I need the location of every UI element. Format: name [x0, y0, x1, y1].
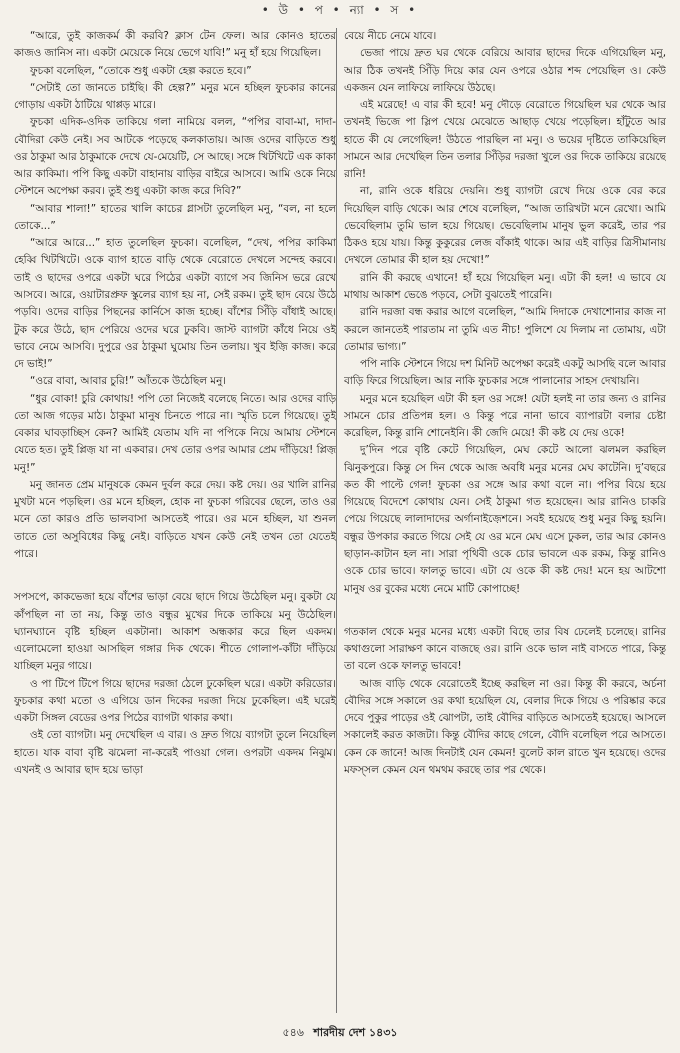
left-column	[14, 28, 336, 1017]
page-footer	[0, 1024, 680, 1043]
magazine-title: শারদীয় দেশ ১৪৩১	[313, 1026, 398, 1039]
paragraph: “ধুর বোকা! চুরি কোথায়! পপি তো নিজেই বলেছে নিতে। আর ওদের বাড়ি তো আজ গড়ের মাঠ। ঠাকুমা মানুষ চিনতে পারে না। স্মৃতি চলে গিয়েছে। তুই বেকার ঘাবড়াচ্ছিস কেন? আমিই যেতাম যদি না পপিকে নিয়ে আমায় স্টেশনে যেতে হত। তুই প্লিজ় যা না একবার। দেখ তোর ওপর আমার প্রেম দাঁড়িয়ে! প্লিজ় মনু!”	[14, 392, 336, 474]
paragraph: ওই তো ব্যাগটা। মনু দেখেছিল এ বার। ও দ্রুত গিয়ে ব্যাগটা তুলে নিয়েছিল হাতে। যাক বাবা বৃষ্টি ঝমেলা না-করেই পাওয়া গেল। ওপরটা একদম নিঝুম। এখনই ও আবার ছাদ হয়ে ভাড়া	[14, 729, 336, 776]
paragraph: ভেজা পায়ে দ্রুত ঘর থেকে বেরিয়ে আবার ছাদের দিকে এগিয়েছিল মনু, আর ঠিক তখনই সিঁড়ি দিয়ে কার যেন ওপরে ওঠার শব্দ পেয়েছিল ও। কেউ একজন যেন লাফিয়ে লাফিয়ে উঠছে।	[344, 47, 666, 94]
paragraph: আজ বাড়ি থেকে বেরোতেই ইচ্ছে করছিল না ওর। কিন্তু কী করবে, অর্চনা বৌদির সঙ্গে সকালে ওর কথা হয়েছিল যে, বেলার দিকে গিয়ে ও পরিষ্কার করে দেবে পুকুর পাড়ের ওই ঝোপটা, তাই বৌদির বাড়িতে আসতেই হয়েছে। আসলে সকালেই করত কাজটা। কিন্তু বৌদির কাছে গেলে, বৌদি বলেছিল পরে আসতে। কেন কে জানে! আজ দিনটাই যেন কেমন! বুলেট কাল রাতে খুন হয়েছে। ওদের মফস্সল কেমন যেন থমথম করছে তার পর থেকে।	[344, 677, 666, 776]
paragraph: সপসপে, কাকভেজা হয়ে বাঁশের ভাড়া বেয়ে ছাদে গিয়ে উঠেছিল মনু। বুকটা যে কাঁপছিল না তা নয়, কিন্তু তাও বন্ধুর মুখের দিকে তাকিয়ে মনু উঠেছিল। ঘ্যানঘ্যানে বৃষ্টি হচ্ছিল একটানা। আকাশ অন্ধকার করে ছিল একদম। এলোমেলো হাওয়া আসছিল গঙ্গার দিক থেকে। শীতে গোলাপ-কাঁটা দাঁড়িয়ে যাচ্ছিল মনুর গায়ে।	[14, 591, 336, 673]
paragraph: দু’দিন পরে বৃষ্টি কেটে গিয়েছিল, মেঘ কেটে আলো ঝলমল করছিল ঝিনুকপুরে। কিন্তু সে দিন থেকে আজ অবধি মনুর মনের মেঘ কাটেনি। দু’বছরে কত কী পাল্টে গেল! ফুচকা ওর সঙ্গে আর কথা বলে না। পপির বিয়ে হয়ে গিয়েছে বিদেশে কোথায় যেন। সেই ঠাকুমা গত হয়েছেন। আর রানিও চাকরি পেয়ে গিয়েছে লালাদাদের অর্গানাইজ়েশনে। সবই হয়েছে শুধু মনুর কিছু হয়নি। বন্ধুর উপকার করতে গিয়ে সেই যে ওর মনে মেঘ এসে ঢুকল, তার আর কোনও ছাড়ান-কাটান হল না। সারা পৃথিবী ওকে চোর ভাবলে এক রকম, কিন্তু রানিও ওকে চোর ভাবে। ফালতু ভাবে। এটা যে ওকে কী কষ্ট দেয়! মনে হয় আটশো মানুষ ওর বুকের মধ্যে নেমে মাটি কোপাচ্ছে!	[344, 444, 666, 595]
paragraph: মনুর মনে হয়েছিল এটা কী হল ওর সঙ্গে! যেটা হলই না তার জন্য ও রানির সামনে চোর প্রতিপন্ন হল। ও কিন্তু পরে নানা ভাবে ব্যাপারটা বলার চেষ্টা করেছিল, কিন্তু রানি শোনেইনি। কী জেদি মেয়ে! কী কষ্ট যে দেয় ওকে!	[344, 392, 666, 440]
paragraph: “আবার শালা!” হাতের খালি কাচের গ্লাসটা তুলেছিল মনু, “বল, না হলে তোকে...”	[14, 202, 336, 232]
paragraph: ফুচকা বলেছিল, “তোকে শুধু একটা হেল্প করতে হবে।”	[30, 64, 252, 77]
paragraph: রানি দরজা বন্ধ করার আগে বলেছিল, “আমি দিদাকে দেখাশোনার কাজ না করলে জানতেই পারতাম না তুমি এত নীচ! পুলিশে যে দিলাম না তোমায়, এটা তোমার ভাগ্য।”	[344, 306, 666, 353]
paragraph: “ওরে বাবা, আবার চুরি!” আঁতকে উঠেছিল মনু।	[30, 375, 226, 388]
section-break	[344, 598, 666, 624]
paragraph: মনু জানত প্রেম মানুষকে কেমন দুর্বল করে দেয়। কষ্ট দেয়। ওর খালি রানির মুখটা মনে পড়ছিল। ওর মনে হচ্ছিল, হোক না ফুচকা গরিবের ছেলে, তাও ওর মনে তো কারও প্রতি ভালবাসা আসতেই পারে। ওর মনে হচ্ছিল, যা শুনল তাতে তো অসুবিধের কিছু নেই। বাড়িতে যখন কেউ নেই তখন তো যেতেই পারে।	[14, 478, 336, 560]
paragraph: “সেটাই তো জানতে চাইছি। কী হেল্প?” মনুর মনে হচ্ছিল ফুচকার কানের গোড়ায় একটা ঠাটিয়ে থাপ্পড় মারে।	[14, 81, 336, 112]
right-column	[344, 28, 666, 1017]
paragraph: “আরে আরে...” হাত তুলেছিল ফুচকা। বলেছিল, “দেখ, পপির কাকিমা হেব্বি খিটখিটে। ওকে ব্যাগ হাতে বাড়ি থেকে বেরোতে দেখলে সন্দেহ করবে। তাই ও ছাদের ওপরে একটা ঘরে পিঠের একটা ব্যাগে সব জিনিস ভরে রেখে আসবে। আরে, ওয়াটারপ্রুফ স্কুলের ব্যাগ হয় না, সেই রকম। তুই ছাদ বেয়ে উঠে পড়বি। ওদের বাড়ির পিছনের কার্নিসে কাজ হচ্ছে। বাঁশের সিঁড়ি বাঁধাই আছে। টুক করে উঠে, ছাদ পেরিয়ে ওদের ঘরে ঢুকবি। জাস্ট ব্যাগটা কাঁধে নিয়ে ওই ভাবে নেমে আসবি। দুপুরে ওর ঠাকুমা ঘুমোয় তিন তলায়। খুব ইজ়ি কাজ। করে দে ভাই!”	[14, 237, 336, 371]
page-number: ৫৪৬	[282, 1026, 304, 1039]
section-break	[14, 563, 336, 589]
column-divider	[336, 28, 337, 1013]
paragraph: এই মরেছে! এ বার কী হবে! মনু দৌড়ে বেরোতে গিয়েছিল ঘর থেকে আর তখনই ভিজে পা স্লিপ খেয়ে মেঝেতে আছাড় খেয়ে পড়েছিল। হাঁটুতে আর হাতে কী যে লেগেছিল! উঠতে পারছিল না মনু। ও ভয়ের দৃষ্টিতে তাকিয়েছিল সামনে আর দেখেছিল তিন তলার সিঁড়ির দরজা খুলে ওর দিকে তাকিয়ে রয়েছে রানি!	[344, 99, 666, 181]
paragraph: পপি নাকি স্টেশনে গিয়ে দশ মিনিট অপেক্ষা করেই একটু আসছি বলে আবার বাড়ি ফিরে গিয়েছিল। আর নাকি ফুচকার সঙ্গে পালানোর সাহস দেখায়নি।	[344, 358, 666, 388]
paragraph: বেয়ে নীচে নেমে যাবে।	[344, 30, 437, 42]
paragraph: “আরে, তুই কাজকর্ম কী করবি? ক্লাস টেন ফেল। আর কোনও হাতের কাজও জানিস না। একটা মেয়েকে নিয়ে ভেগে যাবি!” মনু হাঁ হয়ে গিয়েছিল।	[14, 30, 336, 60]
paragraph: ও পা টিপে টিপে গিয়ে ছাদের দরজা ঠেলে ঢুকেছিল ঘরে। একটা করিডোর। ফুচকার কথা মতো ও এগিয়ে ডান দিকের দরজা দিয়ে ঢুকেছিল। এই ঘরেই একটা সিঙ্গল বেডের ওপর পিঠের ব্যাগটা থাকার কথা।	[14, 677, 336, 725]
paragraph: গতকাল থেকে মনুর মনের মধ্যে একটা বিছে তার বিষ ঢেলেই চলেছে। রানির কথাগুলো সারাক্ষণ কানে বাজছে ওর। রানি ওকে ভাল নাই বাসতে পারে, কিন্তু তা বলে ওকে ফালতু ভাববে!	[344, 625, 666, 673]
paragraph: রানি কী করছে এখানে! হাঁ হয়ে গিয়েছিল মনু। এটা কী হল! এ ভাবে যে মাথায় আকাশ ভেঙে পড়বে, সেটা বুঝতেই পারেনি।	[344, 271, 666, 301]
section-header: • উ • প • ন্যা • স •	[261, 3, 419, 17]
paragraph: না, রানি ওকে ধরিয়ে দেয়নি। শুধু ব্যাগটা রেখে দিয়ে ওকে বের করে দিয়েছিল বাড়ি থেকে। আর শেষে বলেছিল, “আজ তারিখটা মনে রেখো। আমি ভেবেছিলাম তুমি ভাল হয়ে গিয়েছ। ভেবেছিলাম মানুষ ভুল করেই, তার পর ঠিকও হয়ে যায়। কিন্তু কুকুরের লেজ বাঁকাই থাকে। আর এই বাড়ির ত্রিসীমানায় দেখলে তোমার কী হাল হয় দেখো!”	[344, 185, 666, 267]
paragraph: ফুচকা এদিক-ওদিক তাকিয়ে গলা নামিয়ে বলল, “পপির বাবা-মা, দাদা-বৌদিরা কেউ নেই। সব আটকে পড়েছে কলকাতায়। আজ ওদের বাড়িতে শুধু ওর ঠাকুমা আর ঠাকুমাকে দেখে যে-মেয়েটি, সে আছে। সঙ্গে খিটখিটে এক কাকা আর কাকিমা। পপি কিছু একটা বাহানায় বাড়ির বাইরে আসবে। আমি ওকে নিয়ে স্টেশনে অপেক্ষা করব। তুই শুধু একটা কাজ করে দিবি?”	[14, 116, 336, 198]
